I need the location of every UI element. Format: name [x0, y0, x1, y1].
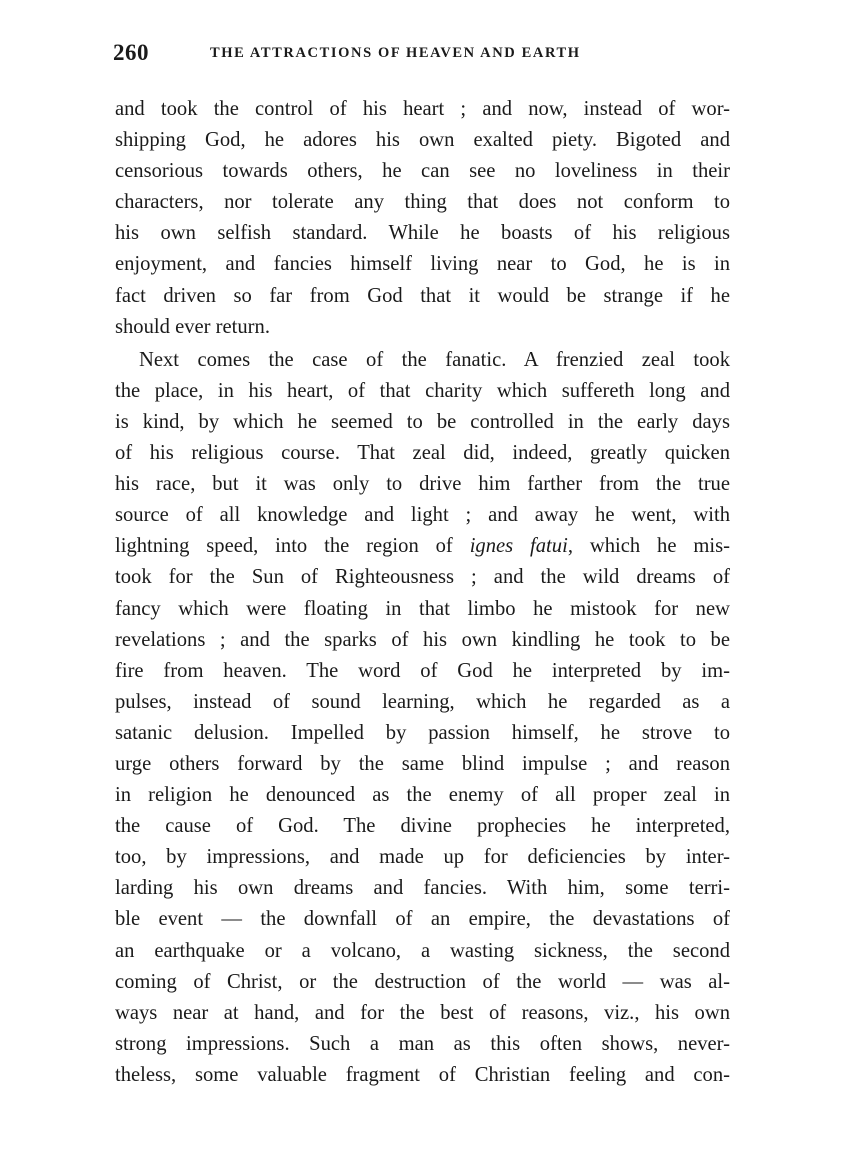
text-line: took for the Sun of Righteousness ; and the wild dreams of — [115, 566, 730, 589]
text-line: shipping God, he adores his own exalted piety. Bigoted and — [115, 129, 730, 152]
text-line: of his religious course. That zeal did, indeed, greatly quicken — [115, 442, 730, 465]
page-number: 260 — [113, 40, 149, 65]
text-line: is kind, by which he seemed to be controlled in the early days — [115, 410, 730, 433]
text-line: urge others forward by the same blind impulse ; and reason — [115, 752, 730, 775]
body-text — [115, 94, 730, 1091]
text-line: satanic delusion. Impelled by passion himself, he strove to — [115, 721, 730, 744]
text-line: ways near at hand, and for the best of reasons, viz., his own — [115, 1001, 730, 1024]
paragraph — [115, 345, 730, 1091]
text-line: his race, but it was only to drive him farther from the true — [115, 473, 730, 496]
page-header — [113, 40, 733, 70]
text-line: strong impressions. Such a man as this often shows, never- — [115, 1032, 730, 1055]
text-line: Next comes the case of the fanatic. A frenzied zeal took — [139, 348, 730, 371]
text-line: characters, nor tolerate any thing that does not conform to — [115, 191, 730, 214]
text-line: fact driven so far from God that it would be strange if he — [115, 284, 730, 307]
text-line: the cause of God. The divine prophecies he interpreted, — [115, 815, 730, 838]
text-line: lightning speed, into the region of ignes fatui, which he mis- — [115, 535, 730, 558]
text-line: revelations ; and the sparks of his own kindling he took to be — [115, 628, 730, 651]
text-line: fire from heaven. The word of God he interpreted by im- — [115, 659, 730, 682]
text-line: enjoyment, and fancies himself living near to God, he is in — [115, 253, 730, 276]
text-line: ble event — the downfall of an empire, the devastations of — [115, 908, 730, 931]
text-line: and took the control of his heart ; and now, instead of wor- — [115, 98, 730, 120]
paragraph — [115, 94, 730, 343]
text-line: should ever return. — [115, 315, 270, 338]
text-line: coming of Christ, or the destruction of the world — was al- — [115, 970, 730, 993]
text-line: theless, some valuable fragment of Christian feeling and con- — [115, 1063, 730, 1086]
text-line: pulses, instead of sound learning, which he regarded as a — [115, 690, 730, 713]
text-line: censorious towards others, he can see no loveliness in their — [115, 160, 730, 183]
text-line: source of all knowledge and light ; and away he went, with — [115, 504, 730, 527]
text-line: his own selfish standard. While he boasts of his religious — [115, 222, 730, 245]
text-line: the place, in his heart, of that charity which suffereth long and — [115, 379, 730, 402]
text-line: in religion he denounced as the enemy of all proper zeal in — [115, 784, 730, 807]
text-line: larding his own dreams and fancies. With him, some terri- — [115, 877, 730, 900]
text-line: an earthquake or a volcano, a wasting sickness, the second — [115, 939, 730, 962]
text-line: too, by impressions, and made up for deficiencies by inter- — [115, 846, 730, 869]
text-line: fancy which were floating in that limbo he mistook for new — [115, 597, 730, 620]
running-head: THE ATTRACTIONS OF HEAVEN AND EARTH — [210, 45, 581, 61]
